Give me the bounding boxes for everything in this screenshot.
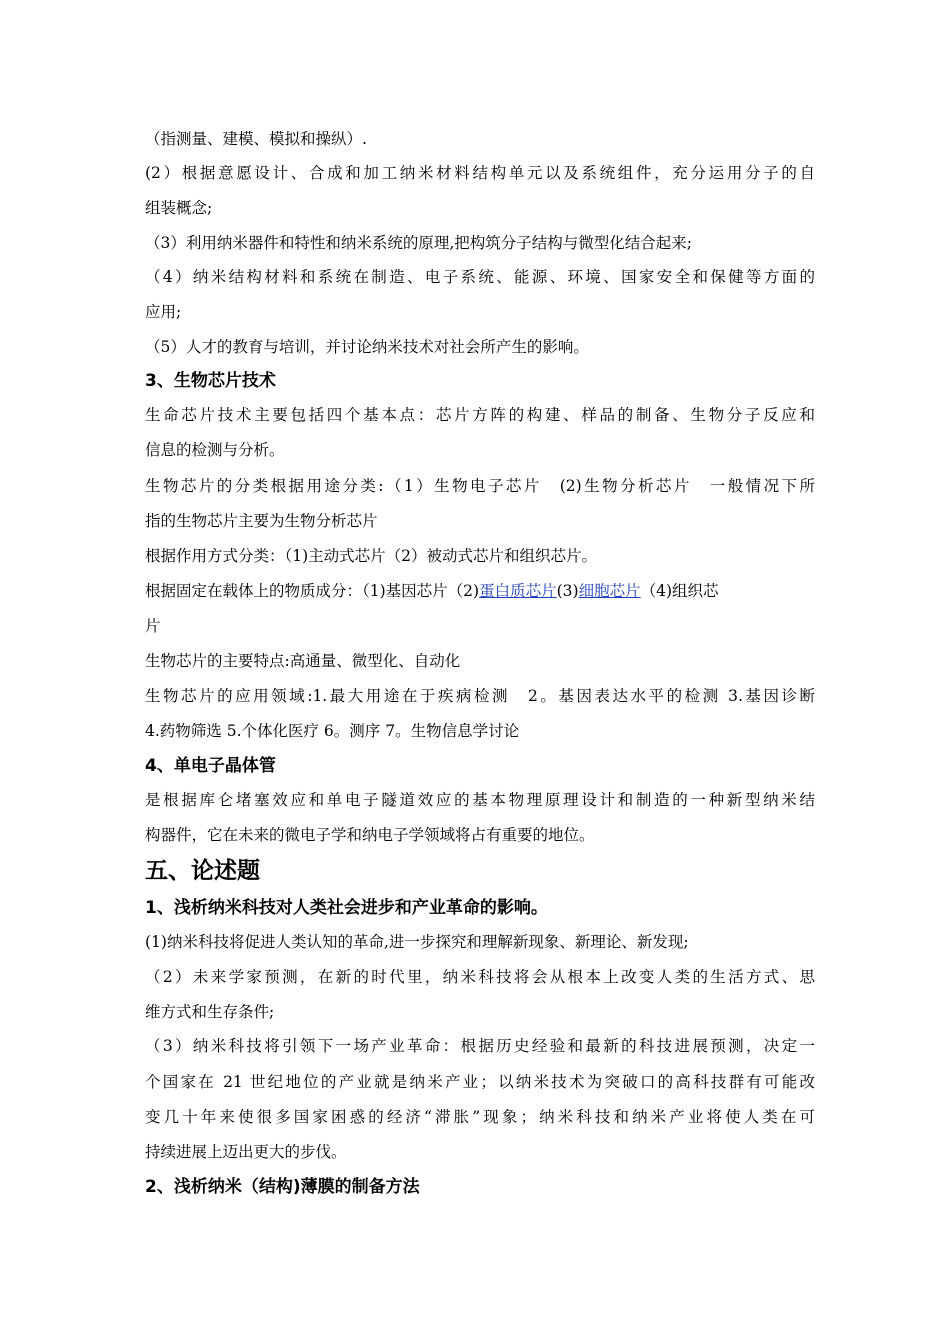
question-heading: 2、浅析纳米（结构)薄膜的制备方法 (145, 1177, 420, 1197)
paragraph-line: 个国家在 21 世纪地位的产业就是纳米产业；以纳米技术为突破口的高科技群有可能改 (145, 1073, 815, 1091)
paragraph-line: 持续进展上迈出更大的步伐。 (145, 1143, 347, 1161)
paragraph-line: 构器件，它在未来的微电子学和纳电子学领域将占有重要的地位。 (145, 826, 595, 844)
protein-chip-link[interactable]: 蛋白质芯片 (479, 582, 557, 600)
cell-chip-link[interactable]: 细胞芯片 (578, 582, 641, 600)
text-span: 根据固定在载体上的物质成分：（1)基因芯片（2) (145, 582, 480, 600)
paragraph-line: 生命芯片技术主要包括四个基本点：芯片方阵的构建、样品的制备、生物分子反应和 (145, 406, 815, 424)
paragraph-line: 应用; (145, 303, 182, 321)
paragraph-line: （2）未来学家预测，在新的时代里，纳米科技将会从根本上改变人类的生活方式、思 (145, 968, 815, 986)
paragraph-line: 生物芯片的应用领域:1.最大用途在于疾病检测 2。基因表达水平的检测 3.基因诊断 (145, 687, 815, 705)
paragraph-line: 根据作用方式分类：（1)主动式芯片（2）被动式芯片和组织芯片。 (145, 547, 598, 565)
paragraph-line: 变几十年来使很多国家困惑的经济“滞胀”现象；纳米科技和纳米产业将使人类在可 (145, 1108, 815, 1126)
paragraph-line: 信息的检测与分析。 (145, 441, 285, 459)
paragraph-line: 是根据库仑堵塞效应和单电子隧道效应的基本物理原理设计和制造的一种新型纳米结 (145, 791, 815, 809)
paragraph-line: (2）根据意愿设计、合成和加工纳米材料结构单元以及系统组件，充分运用分子的自 (145, 164, 815, 182)
paragraph-line: (1)纳米科技将促进人类认知的革命,进一步探究和理解新现象、新理论、新发现; (145, 933, 689, 951)
paragraph-line: 组装概念; (145, 199, 213, 217)
paragraph-line: 维方式和生存条件; (145, 1003, 275, 1021)
question-heading: 1、浅析纳米科技对人类社会进步和产业革命的影响。 (145, 898, 548, 918)
paragraph-line (145, 580, 815, 602)
paragraph-line: （5）人才的教育与培训，并讨论纳米技术对社会所产生的影响。 (145, 338, 589, 356)
paragraph-line: （3）利用纳米器件和特性和纳米系统的原理,把构筑分子结构与微型化结合起来; (145, 234, 693, 252)
paragraph-line: （4）纳米结构材料和系统在制造、电子系统、能源、环境、国家安全和保健等方面的 (145, 268, 815, 286)
paragraph-line: 片 (145, 617, 161, 635)
subsection-heading: 3、生物芯片技术 (145, 371, 276, 391)
paragraph-line: 生物芯片的分类根据用途分类:（1）生物电子芯片 (2)生物分析芯片 一般情况下所 (145, 477, 815, 495)
paragraph-line: 4.药物筛选 5.个体化医疗 6。测序 7。生物信息学讨论 (145, 722, 520, 740)
text-span: （4)组织芯 (640, 582, 719, 600)
paragraph-line: 指的生物芯片主要为生物分析芯片 (145, 512, 378, 530)
paragraph-line: （指测量、建模、模拟和操纵）. (145, 130, 367, 148)
section-heading: 五、论述题 (145, 858, 260, 884)
paragraph-line: 生物芯片的主要特点:高通量、微型化、自动化 (145, 652, 461, 670)
paragraph-line: （3）纳米科技将引领下一场产业革命：根据历史经验和最新的科技进展预测，决定一 (145, 1037, 815, 1055)
subsection-heading: 4、单电子晶体管 (145, 756, 276, 776)
text-span: (3) (556, 582, 579, 600)
